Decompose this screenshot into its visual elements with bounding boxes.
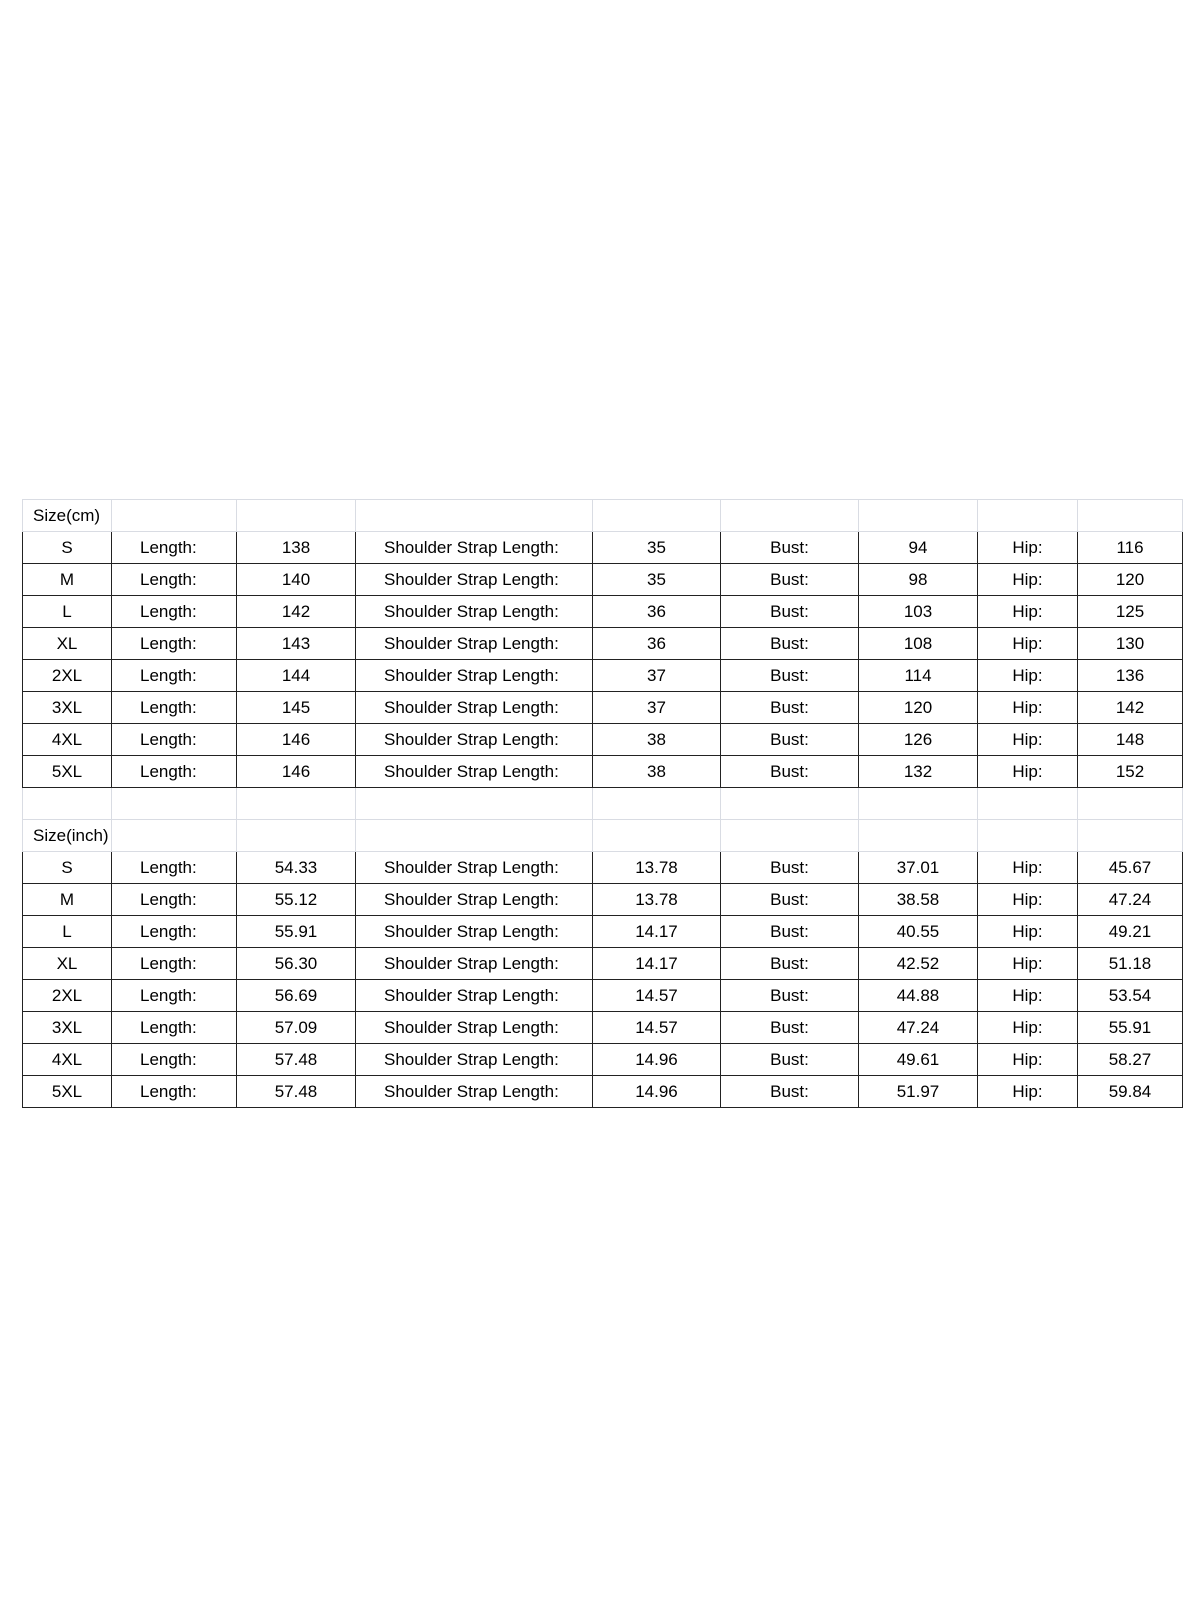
length-value-cell: 146	[237, 756, 356, 788]
strap-value-cell: 14.17	[593, 916, 721, 948]
strap-value-cell: 36	[593, 596, 721, 628]
hip-value-cell: 55.91	[1078, 1012, 1183, 1044]
strap-label-cell: Shoulder Strap Length:	[356, 532, 593, 564]
bust-label-cell: Bust:	[721, 1044, 859, 1076]
length-value-cell: 138	[237, 532, 356, 564]
bust-label-cell: Bust:	[721, 628, 859, 660]
table-row	[23, 948, 1183, 980]
table-row	[23, 692, 1183, 724]
length-value-cell: 144	[237, 660, 356, 692]
size-cell: M	[23, 884, 112, 916]
hip-label-cell: Hip:	[978, 1076, 1078, 1108]
size-cell: 5XL	[23, 1076, 112, 1108]
table-row	[23, 756, 1183, 788]
bust-value-cell: 103	[859, 596, 978, 628]
size-chart-sheet	[22, 499, 1183, 1108]
strap-label-cell: Shoulder Strap Length:	[356, 948, 593, 980]
strap-value-cell: 38	[593, 756, 721, 788]
length-label-cell: Length:	[112, 724, 237, 756]
table-row	[23, 532, 1183, 564]
bust-value-cell: 49.61	[859, 1044, 978, 1076]
empty-cell	[593, 820, 721, 852]
table-row	[23, 980, 1183, 1012]
strap-label-cell: Shoulder Strap Length:	[356, 756, 593, 788]
hip-value-cell: 130	[1078, 628, 1183, 660]
length-label-cell: Length:	[112, 756, 237, 788]
size-cell: M	[23, 564, 112, 596]
length-value-cell: 143	[237, 628, 356, 660]
length-value-cell: 56.30	[237, 948, 356, 980]
table-header-label: Size(inch)	[23, 820, 112, 852]
hip-value-cell: 53.54	[1078, 980, 1183, 1012]
hip-label-cell: Hip:	[978, 564, 1078, 596]
size-cell: L	[23, 916, 112, 948]
hip-label-cell: Hip:	[978, 1012, 1078, 1044]
hip-value-cell: 120	[1078, 564, 1183, 596]
length-value-cell: 142	[237, 596, 356, 628]
bust-label-cell: Bust:	[721, 596, 859, 628]
strap-value-cell: 37	[593, 660, 721, 692]
hip-value-cell: 148	[1078, 724, 1183, 756]
empty-cell	[978, 820, 1078, 852]
empty-cell	[112, 500, 237, 532]
table-header-row	[23, 820, 1183, 852]
hip-value-cell: 136	[1078, 660, 1183, 692]
empty-cell	[978, 788, 1078, 820]
empty-cell	[237, 788, 356, 820]
strap-value-cell: 14.96	[593, 1044, 721, 1076]
table-row	[23, 852, 1183, 884]
hip-value-cell: 49.21	[1078, 916, 1183, 948]
length-label-cell: Length:	[112, 884, 237, 916]
table-row	[23, 916, 1183, 948]
hip-value-cell: 51.18	[1078, 948, 1183, 980]
bust-value-cell: 94	[859, 532, 978, 564]
hip-value-cell: 152	[1078, 756, 1183, 788]
strap-label-cell: Shoulder Strap Length:	[356, 1076, 593, 1108]
length-label-cell: Length:	[112, 852, 237, 884]
hip-label-cell: Hip:	[978, 980, 1078, 1012]
strap-value-cell: 13.78	[593, 852, 721, 884]
length-value-cell: 55.12	[237, 884, 356, 916]
empty-cell	[356, 788, 593, 820]
table-row	[23, 1012, 1183, 1044]
size-chart-body	[23, 500, 1183, 1108]
hip-value-cell: 125	[1078, 596, 1183, 628]
bust-value-cell: 44.88	[859, 980, 978, 1012]
length-label-cell: Length:	[112, 660, 237, 692]
size-cell: 5XL	[23, 756, 112, 788]
bust-label-cell: Bust:	[721, 724, 859, 756]
strap-label-cell: Shoulder Strap Length:	[356, 884, 593, 916]
bust-label-cell: Bust:	[721, 532, 859, 564]
bust-value-cell: 38.58	[859, 884, 978, 916]
length-value-cell: 54.33	[237, 852, 356, 884]
strap-label-cell: Shoulder Strap Length:	[356, 564, 593, 596]
size-cell: 2XL	[23, 980, 112, 1012]
length-label-cell: Length:	[112, 916, 237, 948]
empty-cell	[1078, 820, 1183, 852]
empty-cell	[356, 500, 593, 532]
table-row	[23, 660, 1183, 692]
table-row	[23, 724, 1183, 756]
empty-cell	[978, 500, 1078, 532]
bust-value-cell: 114	[859, 660, 978, 692]
strap-label-cell: Shoulder Strap Length:	[356, 692, 593, 724]
size-cell: S	[23, 852, 112, 884]
size-cell: XL	[23, 628, 112, 660]
length-label-cell: Length:	[112, 1044, 237, 1076]
strap-value-cell: 36	[593, 628, 721, 660]
strap-value-cell: 14.57	[593, 1012, 721, 1044]
length-value-cell: 57.48	[237, 1076, 356, 1108]
bust-label-cell: Bust:	[721, 884, 859, 916]
bust-label-cell: Bust:	[721, 756, 859, 788]
bust-value-cell: 108	[859, 628, 978, 660]
empty-cell	[112, 820, 237, 852]
table-row	[23, 628, 1183, 660]
strap-value-cell: 38	[593, 724, 721, 756]
length-label-cell: Length:	[112, 532, 237, 564]
table-row	[23, 1076, 1183, 1108]
size-cell: 2XL	[23, 660, 112, 692]
strap-label-cell: Shoulder Strap Length:	[356, 596, 593, 628]
strap-label-cell: Shoulder Strap Length:	[356, 724, 593, 756]
empty-cell	[721, 820, 859, 852]
length-value-cell: 146	[237, 724, 356, 756]
hip-label-cell: Hip:	[978, 532, 1078, 564]
empty-cell	[23, 788, 112, 820]
bust-label-cell: Bust:	[721, 1076, 859, 1108]
size-cell: 3XL	[23, 1012, 112, 1044]
length-label-cell: Length:	[112, 692, 237, 724]
size-cell: 4XL	[23, 724, 112, 756]
size-cell: 3XL	[23, 692, 112, 724]
strap-value-cell: 37	[593, 692, 721, 724]
strap-value-cell: 14.57	[593, 980, 721, 1012]
table-row	[23, 1044, 1183, 1076]
empty-cell	[859, 820, 978, 852]
length-label-cell: Length:	[112, 948, 237, 980]
length-value-cell: 145	[237, 692, 356, 724]
length-label-cell: Length:	[112, 1076, 237, 1108]
empty-cell	[356, 820, 593, 852]
length-label-cell: Length:	[112, 628, 237, 660]
hip-value-cell: 45.67	[1078, 852, 1183, 884]
empty-cell	[859, 500, 978, 532]
bust-value-cell: 42.52	[859, 948, 978, 980]
strap-label-cell: Shoulder Strap Length:	[356, 660, 593, 692]
table-row	[23, 596, 1183, 628]
bust-label-cell: Bust:	[721, 692, 859, 724]
strap-value-cell: 35	[593, 532, 721, 564]
hip-label-cell: Hip:	[978, 884, 1078, 916]
hip-label-cell: Hip:	[978, 1044, 1078, 1076]
length-label-cell: Length:	[112, 564, 237, 596]
length-label-cell: Length:	[112, 980, 237, 1012]
strap-label-cell: Shoulder Strap Length:	[356, 628, 593, 660]
hip-value-cell: 58.27	[1078, 1044, 1183, 1076]
bust-value-cell: 98	[859, 564, 978, 596]
table-header-row	[23, 500, 1183, 532]
hip-label-cell: Hip:	[978, 756, 1078, 788]
bust-value-cell: 37.01	[859, 852, 978, 884]
bust-value-cell: 126	[859, 724, 978, 756]
table-row	[23, 884, 1183, 916]
length-value-cell: 56.69	[237, 980, 356, 1012]
strap-label-cell: Shoulder Strap Length:	[356, 916, 593, 948]
empty-cell	[721, 788, 859, 820]
strap-label-cell: Shoulder Strap Length:	[356, 852, 593, 884]
empty-cell	[859, 788, 978, 820]
strap-label-cell: Shoulder Strap Length:	[356, 1012, 593, 1044]
bust-label-cell: Bust:	[721, 564, 859, 596]
bust-label-cell: Bust:	[721, 980, 859, 1012]
size-cell: S	[23, 532, 112, 564]
spacer-row	[23, 788, 1183, 820]
table-row	[23, 564, 1183, 596]
strap-value-cell: 35	[593, 564, 721, 596]
hip-value-cell: 116	[1078, 532, 1183, 564]
bust-value-cell: 51.97	[859, 1076, 978, 1108]
bust-value-cell: 47.24	[859, 1012, 978, 1044]
hip-label-cell: Hip:	[978, 852, 1078, 884]
empty-cell	[237, 500, 356, 532]
length-value-cell: 55.91	[237, 916, 356, 948]
size-cell: 4XL	[23, 1044, 112, 1076]
hip-label-cell: Hip:	[978, 596, 1078, 628]
strap-value-cell: 13.78	[593, 884, 721, 916]
size-cell: L	[23, 596, 112, 628]
bust-value-cell: 40.55	[859, 916, 978, 948]
empty-cell	[1078, 500, 1183, 532]
hip-label-cell: Hip:	[978, 628, 1078, 660]
empty-cell	[721, 500, 859, 532]
bust-label-cell: Bust:	[721, 852, 859, 884]
length-label-cell: Length:	[112, 596, 237, 628]
empty-cell	[1078, 788, 1183, 820]
strap-label-cell: Shoulder Strap Length:	[356, 1044, 593, 1076]
empty-cell	[593, 788, 721, 820]
strap-value-cell: 14.96	[593, 1076, 721, 1108]
bust-value-cell: 120	[859, 692, 978, 724]
hip-label-cell: Hip:	[978, 916, 1078, 948]
empty-cell	[593, 500, 721, 532]
length-value-cell: 57.48	[237, 1044, 356, 1076]
hip-value-cell: 47.24	[1078, 884, 1183, 916]
length-label-cell: Length:	[112, 1012, 237, 1044]
hip-value-cell: 142	[1078, 692, 1183, 724]
bust-label-cell: Bust:	[721, 660, 859, 692]
hip-value-cell: 59.84	[1078, 1076, 1183, 1108]
strap-value-cell: 14.17	[593, 948, 721, 980]
size-cell: XL	[23, 948, 112, 980]
bust-label-cell: Bust:	[721, 948, 859, 980]
hip-label-cell: Hip:	[978, 660, 1078, 692]
empty-cell	[237, 820, 356, 852]
hip-label-cell: Hip:	[978, 948, 1078, 980]
table-header-label: Size(cm)	[23, 500, 112, 532]
hip-label-cell: Hip:	[978, 724, 1078, 756]
empty-cell	[112, 788, 237, 820]
strap-label-cell: Shoulder Strap Length:	[356, 980, 593, 1012]
bust-label-cell: Bust:	[721, 1012, 859, 1044]
length-value-cell: 140	[237, 564, 356, 596]
bust-value-cell: 132	[859, 756, 978, 788]
length-value-cell: 57.09	[237, 1012, 356, 1044]
bust-label-cell: Bust:	[721, 916, 859, 948]
hip-label-cell: Hip:	[978, 692, 1078, 724]
